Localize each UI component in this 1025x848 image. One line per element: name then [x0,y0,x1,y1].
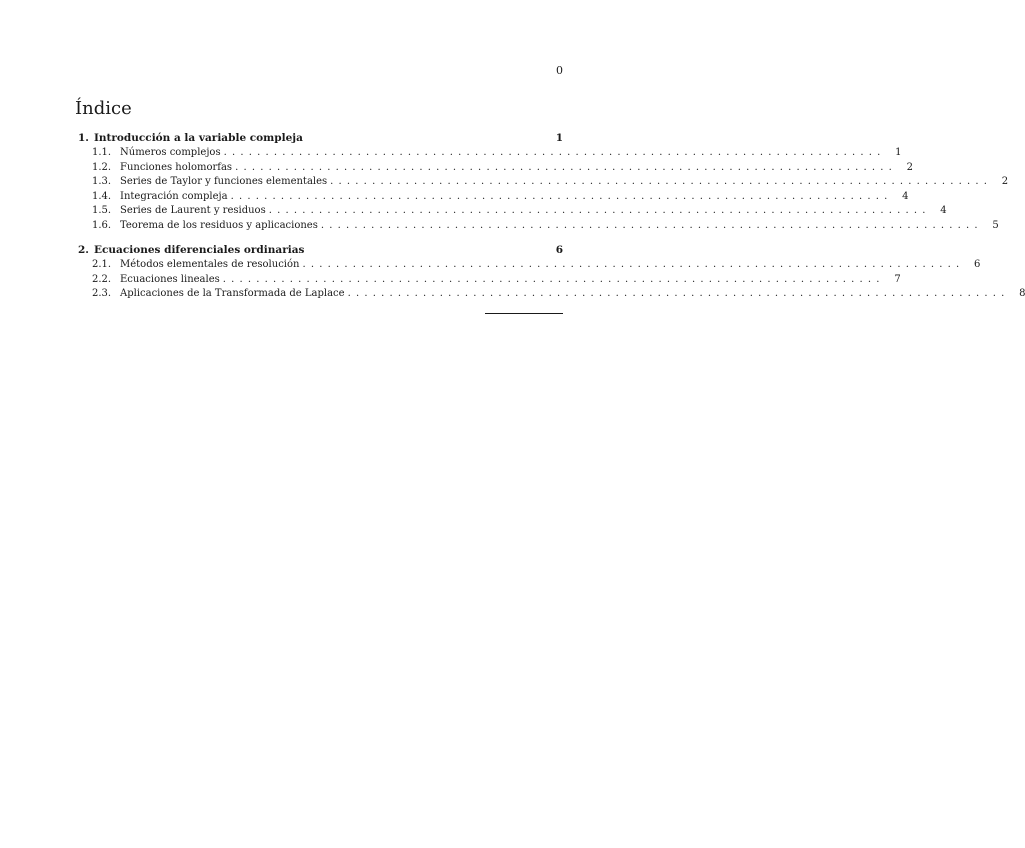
subsection-page: 4 [902,190,909,202]
section-number: 2. [78,244,89,256]
subsection-entry[interactable] [78,190,909,205]
section-entry[interactable] [78,131,563,146]
section-page: 6 [555,244,563,256]
page-number: 0 [556,64,563,77]
subsection-entry[interactable] [78,204,947,219]
subsection-page: 6 [974,259,981,270]
subsection-title: Funciones holomorfas [120,161,233,173]
toc-section [78,243,1025,302]
subsection-page: 8 [1019,288,1025,299]
section-number: 1. [78,132,89,144]
subsection-number: 2.2. [92,273,112,285]
subsection-page: 4 [940,205,947,216]
toc-title: Índice [75,98,132,119]
subsection-entry[interactable] [78,175,1009,190]
section-entry[interactable] [78,243,563,258]
section-title: Ecuaciones diferenciales ordinarias [94,244,305,256]
subsection-title: Series de Taylor y funciones elementales [120,176,328,187]
dot-leader: ............................................................................... [230,190,893,202]
subsection-entry[interactable] [78,161,913,176]
subsection-number: 2.3. [92,288,112,299]
subsection-title: Ecuaciones lineales [120,273,220,285]
subsection-entry[interactable] [78,287,1025,302]
section-title: Introducción a la variable compleja [94,132,303,144]
subsection-entry[interactable] [78,258,981,273]
footnote-rule [485,313,563,314]
subsection-entry[interactable] [78,219,999,234]
subsection-entry[interactable] [78,273,901,288]
subsection-number: 1.6. [92,219,112,231]
subsection-number: 2.1. [92,259,112,270]
dot-leader: ............................................................................... [302,259,965,270]
subsection-page: 2 [1001,176,1009,187]
subsection-page: 1 [895,147,902,158]
dot-leader: ............................................................................... [222,273,885,285]
subsection-page: 7 [894,273,901,285]
dot-leader: ............................................................................... [320,219,983,231]
subsection-title: Métodos elementales de resolución [120,259,300,270]
subsection-number: 1.1. [92,147,112,158]
subsection-title: Series de Laurent y residuos [120,205,266,216]
table-of-contents [78,131,1025,312]
toc-section [78,131,1009,233]
dot-leader: ............................................................................... [330,176,993,187]
subsection-page: 5 [992,219,999,231]
subsection-number: 1.5. [92,205,112,216]
subsection-title: Teorema de los residuos y aplicaciones [120,219,318,231]
subsection-number: 1.2. [92,161,112,173]
dot-leader: ............................................................................... [235,161,897,173]
subsection-number: 1.3. [92,176,112,187]
subsection-title: Integración compleja [120,190,228,202]
subsection-page: 2 [906,161,913,173]
dot-leader: ............................................................................... [347,288,1010,299]
dot-leader: ............................................................................... [223,147,886,158]
subsection-entry[interactable] [78,146,902,161]
dot-leader: ............................................................................... [268,205,931,216]
section-page: 1 [555,132,563,144]
subsection-title: Aplicaciones de la Transformada de Laplace [120,288,345,299]
subsection-number: 1.4. [92,190,112,202]
subsection-title: Números complejos [120,147,221,158]
